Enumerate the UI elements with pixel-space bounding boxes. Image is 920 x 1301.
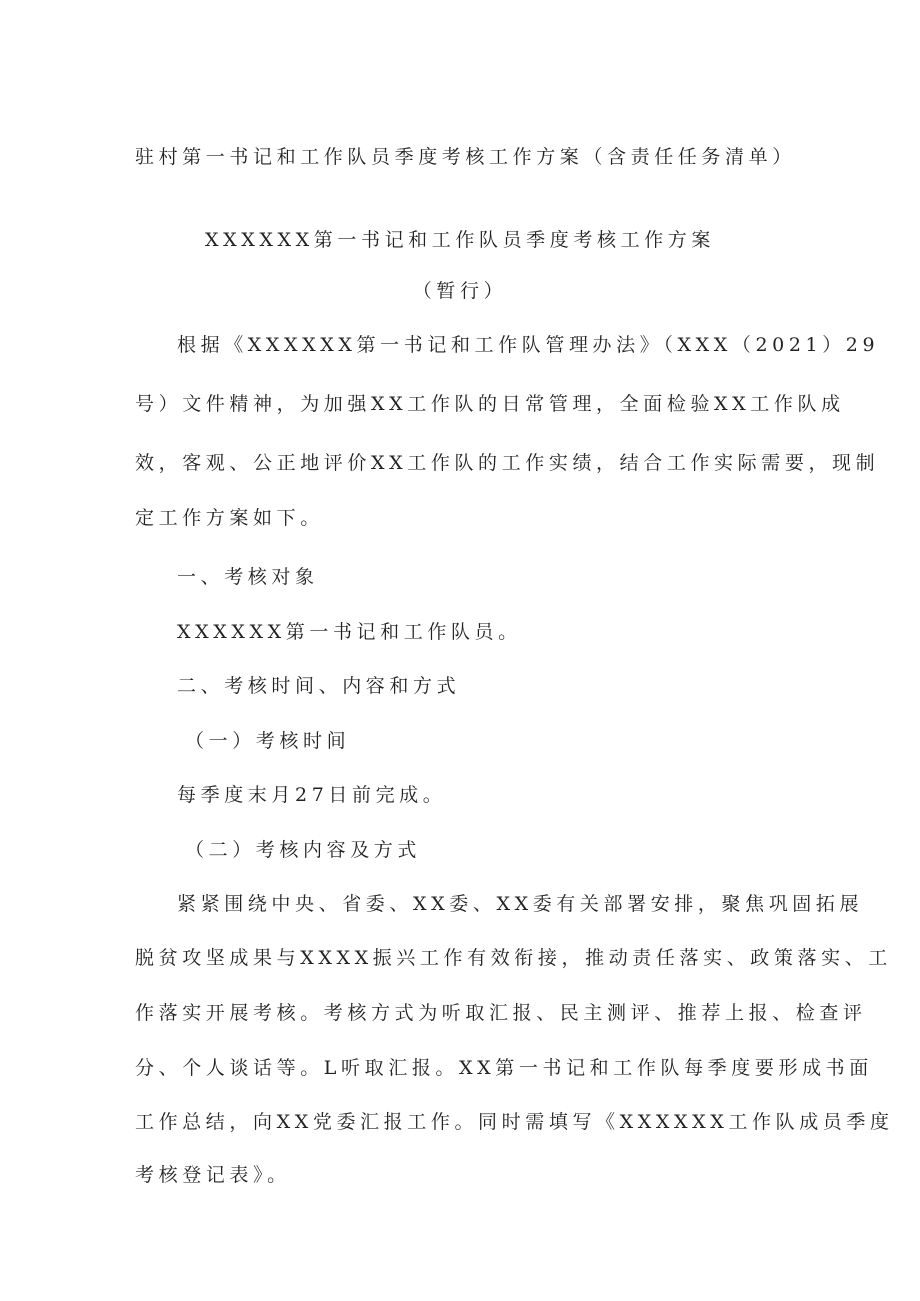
intro-line: 根据《XXXXXX第一书记和工作队管理办法》（XXX（2021）29 xyxy=(177,334,880,356)
body-line: 分、个人谈话等。L听取汇报。XX第一书记和工作队每季度要形成书面 xyxy=(135,1057,873,1079)
intro-line: 定工作方案如下。 xyxy=(135,507,324,529)
body-line: 工作总结，向XX党委汇报工作。同时需填写《XXXXXX工作队成员季度 xyxy=(135,1111,894,1133)
document-title: 驻村第一书记和工作队员季度考核工作方案（含责任任务清单） xyxy=(135,146,796,168)
section-1-title: 一、考核对象 xyxy=(177,566,319,588)
heading: XXXXXX第一书记和工作队员季度考核工作方案 xyxy=(205,229,715,251)
subsection-1-body: 每季度末月27日前完成。 xyxy=(177,784,447,806)
section-1-body: XXXXXX第一书记和工作队员。 xyxy=(177,621,522,643)
body-line: 考核登记表》。 xyxy=(135,1164,291,1186)
subheading: （暂行） xyxy=(412,280,508,302)
body-line: 作落实开展考核。考核方式为听取汇报、民主测评、推荐上报、检查评 xyxy=(135,1002,867,1024)
subsection-1-title: （一）考核时间 xyxy=(185,730,351,752)
body-line: 紧紧围绕中央、省委、XX委、XX委有关部署安排，聚焦巩固拓展 xyxy=(177,893,864,915)
body-line: 脱贫攻坚成果与XXXX振兴工作有效衔接，推动责任落实、政策落实、工 xyxy=(135,947,892,969)
section-2-title: 二、考核时间、内容和方式 xyxy=(177,675,461,697)
intro-line: 效，客观、公正地评价XX工作队的工作实绩，结合工作实际需要，现制 xyxy=(135,452,880,474)
intro-line: 号）文件精神，为加强XX工作队的日常管理，全面检验XX工作队成 xyxy=(135,393,845,415)
subsection-2-title: （二）考核内容及方式 xyxy=(185,839,422,861)
